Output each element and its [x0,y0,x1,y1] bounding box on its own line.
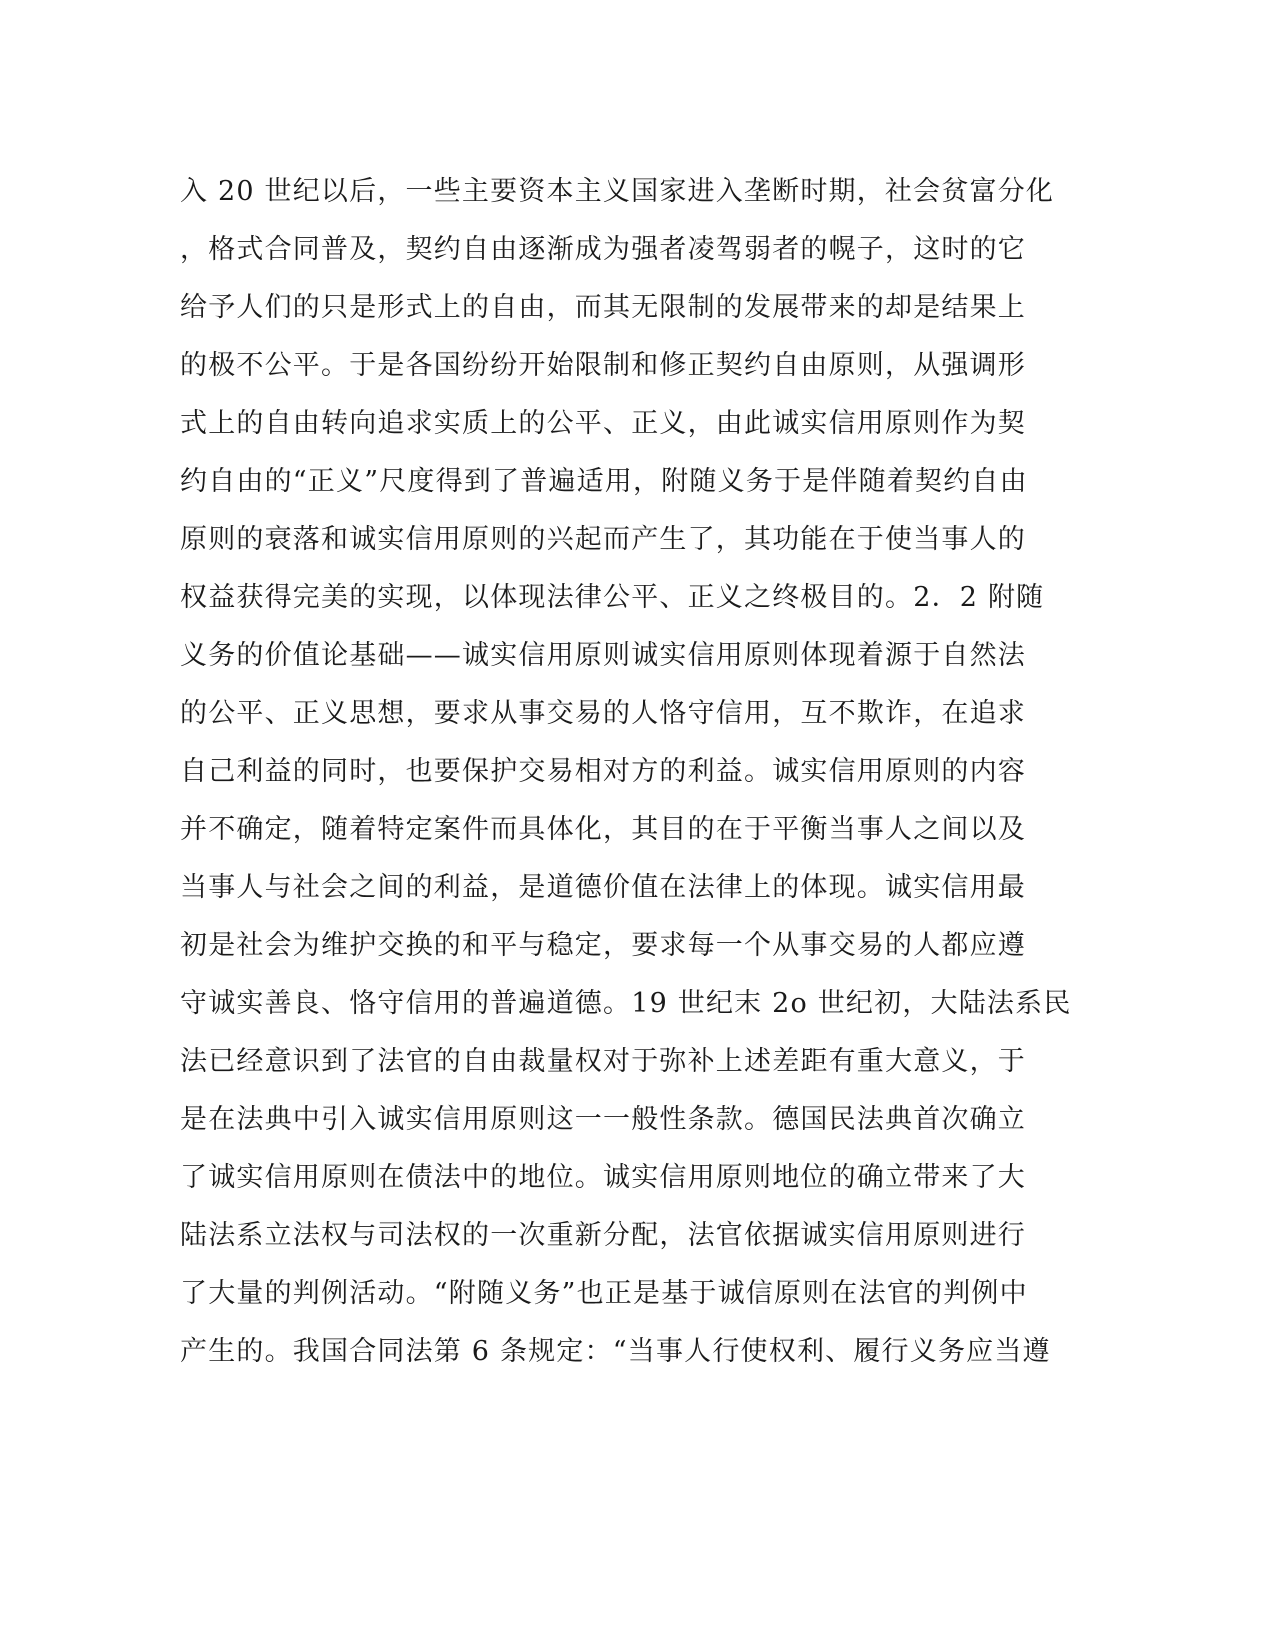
text-line: 并不确定，随着特定案件而具体化，其目的在于平衡当事人之间以及 [180,814,1026,845]
text-line: 初是社会为维护交换的和平与稳定，要求每一个从事交易的人都应遵 [180,930,1026,961]
text-line: 产生的。我国合同法第 6 条规定：“当事人行使权利、履行义务应当遵 [180,1336,1051,1367]
text-line: 自己利益的同时，也要保护交易相对方的利益。诚实信用原则的内容 [180,756,1026,787]
text-line: 是在法典中引入诚实信用原则这一一般性条款。德国民法典首次确立 [180,1104,1026,1135]
text-line: 式上的自由转向追求实质上的公平、正义，由此诚实信用原则作为契 [180,408,1026,439]
text-line: 了诚实信用原则在债法中的地位。诚实信用原则地位的确立带来了大 [180,1162,1026,1193]
text-line: 入 20 世纪以后，一些主要资本主义国家进入垄断时期，社会贫富分化 [180,176,1055,207]
text-line: 的极不公平。于是各国纷纷开始限制和修正契约自由原则，从强调形 [180,350,1026,381]
text-line: 给予人们的只是形式上的自由，而其无限制的发展带来的却是结果上 [180,292,1026,323]
text-line: 义务的价值论基础——诚实信用原则诚实信用原则体现着源于自然法 [180,640,1026,671]
text-line: 了大量的判例活动。“附随义务”也正是基于诚信原则在法官的判例中 [180,1278,1028,1309]
text-line: 权益获得完美的实现，以体现法律公平、正义之终极目的。2．2 附随 [180,582,1045,613]
text-line: 陆法系立法权与司法权的一次重新分配，法官依据诚实信用原则进行 [180,1220,1026,1251]
text-line: ，格式合同普及，契约自由逐渐成为强者凌驾弱者的幌子，这时的它 [180,234,1026,265]
body-text [180,163,1072,1381]
text-line: 的公平、正义思想，要求从事交易的人恪守信用，互不欺诈，在追求 [180,698,1026,729]
text-line: 约自由的“正义”尺度得到了普遍适用，附随义务于是伴随着契约自由 [180,466,1028,497]
text-line: 守诚实善良、恪守信用的普遍道德。19 世纪末 2o 世纪初，大陆法系民 [180,988,1072,1019]
text-line: 法已经意识到了法官的自由裁量权对于弥补上述差距有重大意义，于 [180,1046,1026,1077]
text-line: 原则的衰落和诚实信用原则的兴起而产生了，其功能在于使当事人的 [180,524,1026,555]
text-line: 当事人与社会之间的利益，是道德价值在法律上的体现。诚实信用最 [180,872,1026,903]
